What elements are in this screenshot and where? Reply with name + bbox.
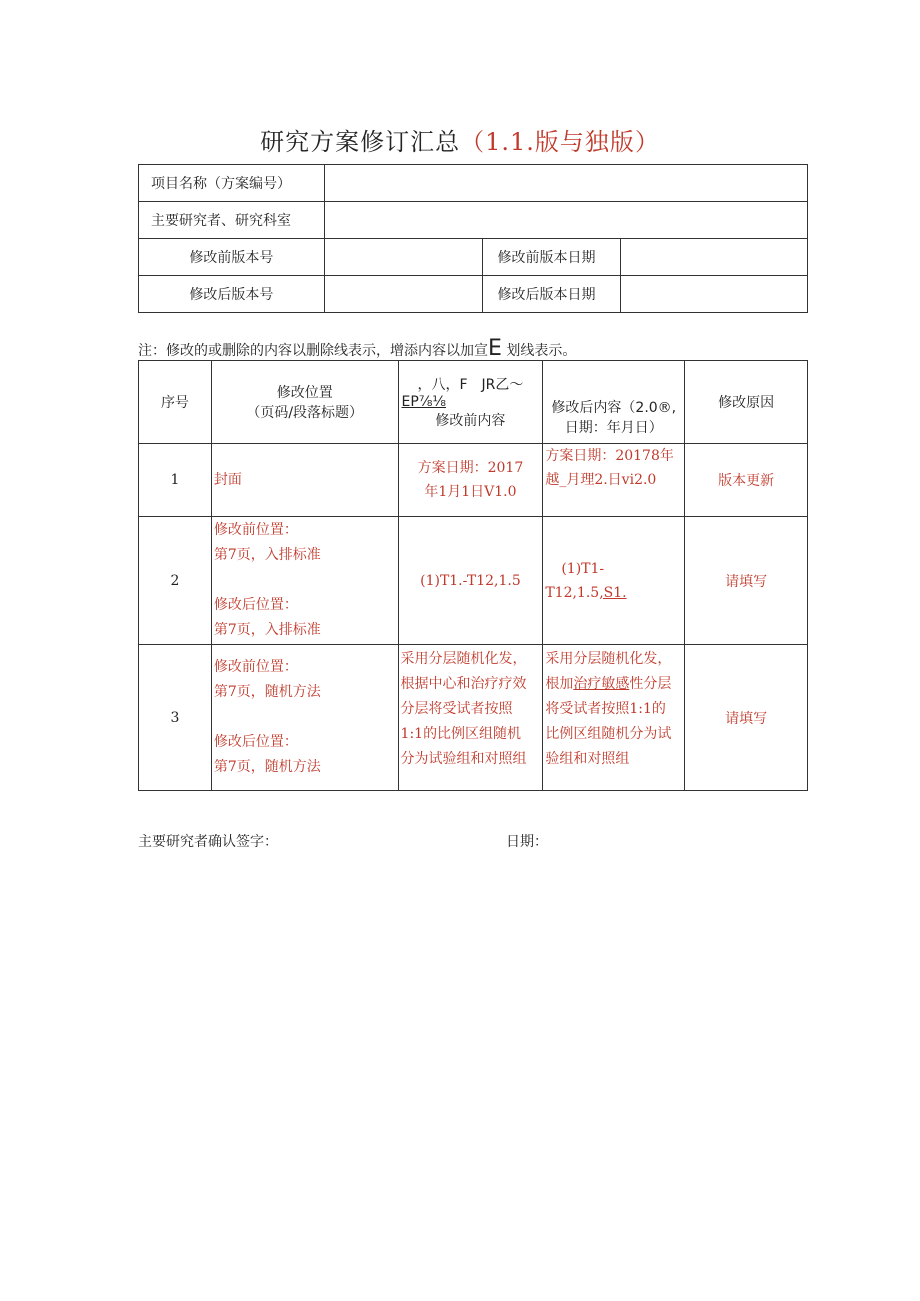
row2-reason: 请填写 bbox=[685, 517, 808, 645]
row3-before bbox=[398, 645, 543, 791]
row3-pos-after-label: 修改后位置： bbox=[213, 734, 298, 750]
row3-pos-after: 第7页，随机方法 bbox=[213, 759, 321, 775]
header-after-line2: 日期：年月日） bbox=[564, 420, 663, 436]
row3-after-l5: 验组和对照组 bbox=[545, 751, 630, 767]
row3-after bbox=[543, 645, 685, 791]
date-label: 日期： bbox=[506, 834, 548, 850]
after-date-label: 修改后版本日期 bbox=[483, 276, 621, 313]
header-position-line1: 修改位置 bbox=[276, 385, 333, 401]
header-reason: 修改原因 bbox=[685, 361, 808, 444]
table-row bbox=[139, 645, 808, 791]
table-row bbox=[139, 517, 808, 645]
row2-before: (1)T1.-T12,1.5 bbox=[398, 517, 543, 645]
row2-pos-after-label: 修改后位置： bbox=[213, 597, 298, 613]
header-after bbox=[543, 361, 685, 444]
before-version-row bbox=[139, 239, 808, 276]
project-info-table bbox=[138, 164, 808, 313]
row1-before-l1: 方案日期：2017 bbox=[417, 460, 524, 476]
project-name-field[interactable] bbox=[324, 165, 807, 202]
row3-before-l4: 1:1的比例区组随机 bbox=[400, 726, 522, 742]
before-version-label: 修改前版本号 bbox=[139, 239, 325, 276]
before-date-label: 修改前版本日期 bbox=[483, 239, 621, 276]
signature-label: 主要研究者确认签字： bbox=[138, 834, 278, 850]
row3-position bbox=[211, 645, 398, 791]
pi-label: 主要研究者、研究科室 bbox=[139, 202, 325, 239]
row2-after-l2b: ,S1. bbox=[599, 584, 627, 601]
row2-position bbox=[211, 517, 398, 645]
header-position bbox=[211, 361, 398, 444]
after-date-field[interactable] bbox=[621, 276, 808, 313]
header-position-line2: （页码/段落标题） bbox=[246, 405, 364, 421]
page-title bbox=[0, 122, 920, 157]
revision-table bbox=[138, 360, 808, 791]
row3-after-l2b: 治疗敏感 bbox=[573, 676, 630, 692]
row2-pos-after: 第7页，入排标准 bbox=[213, 622, 321, 638]
row1-reason: 版本更新 bbox=[685, 444, 808, 517]
row3-after-l1: 采用分层随机化发， bbox=[545, 651, 672, 667]
title-main: 研究方案修订汇总 bbox=[260, 128, 461, 156]
row3-before-l3: 分层将受试者按照 bbox=[400, 701, 513, 717]
note-suffix: 划线表示。 bbox=[501, 343, 577, 359]
header-seq: 序号 bbox=[139, 361, 212, 444]
project-name-label: 项目名称（方案编号） bbox=[139, 165, 325, 202]
row1-position: 封面 bbox=[211, 444, 398, 517]
note bbox=[138, 336, 577, 361]
row2-after bbox=[543, 517, 685, 645]
row2-seq: 2 bbox=[139, 517, 212, 645]
note-big: E bbox=[488, 336, 502, 361]
header-row bbox=[139, 361, 808, 444]
row3-after-l4: 比例区组随机分为试 bbox=[545, 726, 672, 742]
row3-before-l1: 采用分层随机化发， bbox=[400, 651, 527, 667]
after-version-row bbox=[139, 276, 808, 313]
pi-field[interactable] bbox=[324, 202, 807, 239]
before-version-field[interactable] bbox=[324, 239, 483, 276]
pi-row bbox=[139, 202, 808, 239]
header-before-label: 修改前内容 bbox=[435, 413, 506, 429]
note-prefix: 注：修改的或删除的内容以删除线表示，增添内容以加宣 bbox=[138, 343, 488, 359]
header-before bbox=[398, 361, 543, 444]
header-before-garble1: ，八，F JR乙～ bbox=[417, 377, 524, 393]
row1-after bbox=[543, 444, 685, 517]
row3-after-l3: 将受试者按照1:1的 bbox=[545, 701, 666, 717]
before-date-field[interactable] bbox=[621, 239, 808, 276]
row3-pos-before-label: 修改前位置： bbox=[213, 659, 298, 675]
after-version-field[interactable] bbox=[324, 276, 483, 313]
header-before-garble2: EP⅞⅛ bbox=[401, 394, 446, 410]
table-row bbox=[139, 444, 808, 517]
row1-before-l2: 年1月1日V1.0 bbox=[424, 484, 517, 500]
row3-seq: 3 bbox=[139, 645, 212, 791]
row3-reason: 请填写 bbox=[685, 645, 808, 791]
row2-after-l1: (1)T1- bbox=[561, 560, 605, 577]
row2-pos-before: 第7页，入排标准 bbox=[213, 547, 321, 563]
row1-after-l2: 越_月理2.日vi2.0 bbox=[545, 472, 657, 488]
row3-before-l2: 根据中心和治疗疗效 bbox=[400, 676, 527, 692]
row1-after-l1: 方案日期：20178年 bbox=[545, 448, 674, 464]
row3-before-l5: 分为试验组和对照组 bbox=[400, 751, 527, 767]
row3-pos-before: 第7页，随机方法 bbox=[213, 684, 321, 700]
title-version: （1.1.版与独版） bbox=[460, 128, 660, 156]
row3-after-l2a: 根加 bbox=[545, 676, 574, 692]
header-after-line1: 修改后内容（2.0®, bbox=[551, 400, 677, 416]
row2-after-l2a: T12,1.5 bbox=[545, 584, 600, 601]
row3-after-l2c: 性分层 bbox=[629, 676, 672, 692]
project-name-row bbox=[139, 165, 808, 202]
after-version-label: 修改后版本号 bbox=[139, 276, 325, 313]
row1-seq: 1 bbox=[139, 444, 212, 517]
row1-before bbox=[398, 444, 543, 517]
row2-pos-before-label: 修改前位置： bbox=[213, 522, 298, 538]
